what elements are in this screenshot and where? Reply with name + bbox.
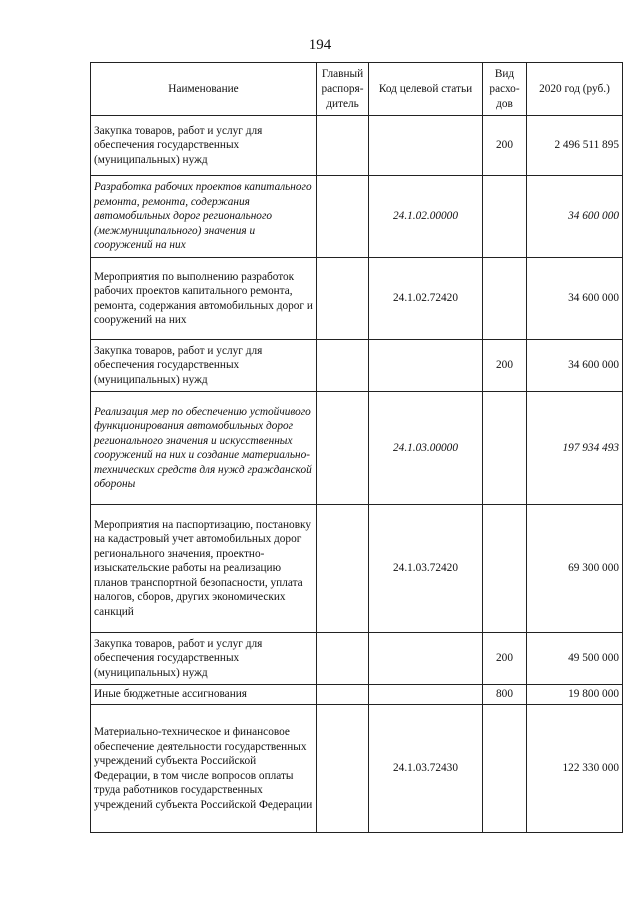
table-header-row xyxy=(91,63,623,116)
header-name: Наименование xyxy=(91,63,317,116)
table-row xyxy=(91,116,623,176)
row-amount: 34 600 000 xyxy=(527,258,623,340)
row-target-code: 24.1.02.72420 xyxy=(369,258,483,340)
row-main-manager xyxy=(317,258,369,340)
row-expense-type xyxy=(483,392,527,505)
row-name: Иные бюджетные ассигнования xyxy=(91,685,317,705)
row-name: Мероприятия на паспортизацию, постановку на кадастровый учет автомобильных дорог регионального значения, проектно-изыскательские работы на реализацию планов транспортной безопасности, уплата налогов, сборов, других экономических санкций xyxy=(91,505,317,633)
row-name: Разработка рабочих проектов капитального ремонта, ремонта, содержания автомобильных дорог регионального (межмуниципального) значения и сооружений на них xyxy=(91,176,317,258)
header-expense-type: Вид расхо- дов xyxy=(483,63,527,116)
row-target-code xyxy=(369,685,483,705)
row-target-code: 24.1.02.00000 xyxy=(369,176,483,258)
table-row xyxy=(91,392,623,505)
row-expense-type: 800 xyxy=(483,685,527,705)
header-target-code: Код целевой статьи xyxy=(369,63,483,116)
row-expense-type: 200 xyxy=(483,633,527,685)
row-main-manager xyxy=(317,176,369,258)
table-row xyxy=(91,505,623,633)
row-amount: 34 600 000 xyxy=(527,340,623,392)
header-amount: 2020 год (руб.) xyxy=(527,63,623,116)
table-row xyxy=(91,633,623,685)
row-target-code xyxy=(369,116,483,176)
table-row xyxy=(91,176,623,258)
row-expense-type xyxy=(483,176,527,258)
table-row xyxy=(91,705,623,833)
row-name: Закупка товаров, работ и услуг для обеспечения государственных (муниципальных) нужд xyxy=(91,633,317,685)
row-amount: 49 500 000 xyxy=(527,633,623,685)
row-main-manager xyxy=(317,633,369,685)
row-expense-type: 200 xyxy=(483,116,527,176)
row-amount: 122 330 000 xyxy=(527,705,623,833)
row-name: Закупка товаров, работ и услуг для обеспечения государственных (муниципальных) нужд xyxy=(91,340,317,392)
row-main-manager xyxy=(317,116,369,176)
table-row xyxy=(91,685,623,705)
row-name: Материально-техническое и финансовое обеспечение деятельности государственных учреждений субъекта Российской Федерации, в том числе вопросов оплаты труда работников государственных учреждений субъекта Российской Федерации xyxy=(91,705,317,833)
row-amount: 2 496 511 895 xyxy=(527,116,623,176)
row-target-code xyxy=(369,633,483,685)
budget-table xyxy=(90,62,623,833)
table-row xyxy=(91,258,623,340)
row-main-manager xyxy=(317,685,369,705)
row-target-code: 24.1.03.72420 xyxy=(369,505,483,633)
row-expense-type xyxy=(483,705,527,833)
row-expense-type xyxy=(483,505,527,633)
row-target-code xyxy=(369,340,483,392)
page-number: 194 xyxy=(308,37,332,53)
row-target-code: 24.1.03.00000 xyxy=(369,392,483,505)
row-amount: 34 600 000 xyxy=(527,176,623,258)
header-main-manager: Главный распоря- дитель xyxy=(317,63,369,116)
row-amount: 69 300 000 xyxy=(527,505,623,633)
table-row xyxy=(91,340,623,392)
row-target-code: 24.1.03.72430 xyxy=(369,705,483,833)
row-expense-type: 200 xyxy=(483,340,527,392)
row-amount: 197 934 493 xyxy=(527,392,623,505)
row-amount: 19 800 000 xyxy=(527,685,623,705)
row-main-manager xyxy=(317,392,369,505)
row-main-manager xyxy=(317,505,369,633)
row-name: Мероприятия по выполнению разработок рабочих проектов капитального ремонта, ремонта, содержания автомобильных дорог и сооружений на них xyxy=(91,258,317,340)
row-expense-type xyxy=(483,258,527,340)
row-name: Реализация мер по обеспечению устойчивого функционирования автомобильных дорог регионального значения и искусственных сооружений на них и создание материально-технических средств для нужд гражданской обороны xyxy=(91,392,317,505)
row-main-manager xyxy=(317,340,369,392)
row-name: Закупка товаров, работ и услуг для обеспечения государственных (муниципальных) нужд xyxy=(91,116,317,176)
row-main-manager xyxy=(317,705,369,833)
table-body xyxy=(91,116,623,833)
